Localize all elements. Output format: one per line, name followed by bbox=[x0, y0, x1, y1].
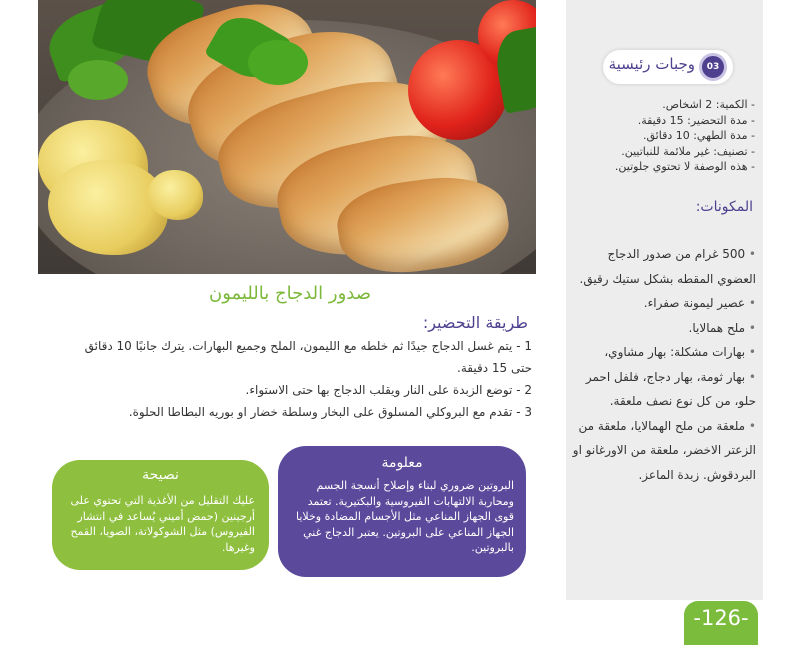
ingredients-title: المكونات: bbox=[695, 199, 753, 215]
method-title: طريقة التحضير: bbox=[422, 313, 528, 332]
herb-leaf bbox=[68, 60, 128, 100]
ingredient-item: • بهار ثومة، بهار دجاج، فلفل احمر حلو، من كل نوع نصف ملعقة. bbox=[572, 365, 756, 414]
meta-item: - مدة الطهي: 10 دقائق. bbox=[642, 129, 755, 143]
recipe-title: صدور الدجاج بالليمون bbox=[208, 283, 372, 304]
method-step: 1 - يتم غسل الدجاج جيدًا ثم خلطه مع الليمون، الملح وجميع البهارات. يترك جانبًا 10 دقائق حتى 15 دقيقة. bbox=[84, 339, 532, 375]
ingredient-item: • عصير ليمونة صفراء. bbox=[572, 291, 756, 316]
ingredient-item: • ملعقة من ملح الهمالايا، ملعقة من الزعتر الاخضر، ملعقة من الاورغانو او البردقوش. زبدة الماعز. bbox=[572, 414, 756, 488]
meta-item: - الكمية: 2 اشخاص. bbox=[662, 98, 755, 111]
ingredients-list bbox=[572, 242, 756, 487]
page-number: -126- bbox=[684, 601, 758, 645]
tip-box bbox=[52, 460, 269, 570]
ingredient-item: • ملح همالايا. bbox=[572, 316, 756, 341]
method-steps bbox=[60, 335, 532, 423]
info-title: معلومة bbox=[381, 455, 423, 471]
recipe-meta-list bbox=[575, 97, 755, 175]
ingredient-item: • بهارات مشكلة: بهار مشاوي، bbox=[572, 340, 756, 365]
section-title: وجبات رئيسية bbox=[608, 55, 695, 73]
tip-body: عليك التقليل من الأغذية التي تحتوي على أرجينين (حمض أميني يُساعد في انتشار الفيروس) مثل الشوكولاتة، الصويا، القمح وغيرها. bbox=[70, 494, 255, 554]
method-step: 2 - توضع الزبدة على النار ويقلب الدجاج بها حتى الاستواء. bbox=[245, 383, 532, 397]
recipe-photo bbox=[38, 0, 536, 274]
meta-item: - مدة التحضير: 15 دقيقة. bbox=[637, 113, 755, 127]
section-number: 03 bbox=[699, 53, 727, 81]
method-step: 3 - تقدم مع البروكلي المسلوق على البخار وسلطة خضار او بوريه البطاطا الحلوة. bbox=[128, 405, 532, 419]
ingredient-item: • 500 غرام من صدور الدجاج العضوي المقطه بشكل ستيك رقيق. bbox=[572, 242, 756, 291]
info-body: البروتين ضروري لبناء وإصلاح أنسجة الجسم ومحاربة الالتهابات الفيروسية والبكتيرية. تعتمد قوى الجهاز المناعي مثل الأجسام المضادة وخلايا الجهاز المناعي على البروتين. يعتبر الدجاج غني بالبروتين. bbox=[296, 479, 514, 554]
info-box bbox=[278, 446, 526, 577]
tip-title: نصيحة bbox=[142, 467, 179, 483]
meta-item: - تصنيف: غير ملائمة للنباتيين. bbox=[621, 144, 755, 158]
meta-item: - هذه الوصفة لا تحتوي جلوتين. bbox=[614, 160, 755, 174]
potato bbox=[148, 170, 203, 220]
parsley-garnish bbox=[248, 40, 308, 85]
